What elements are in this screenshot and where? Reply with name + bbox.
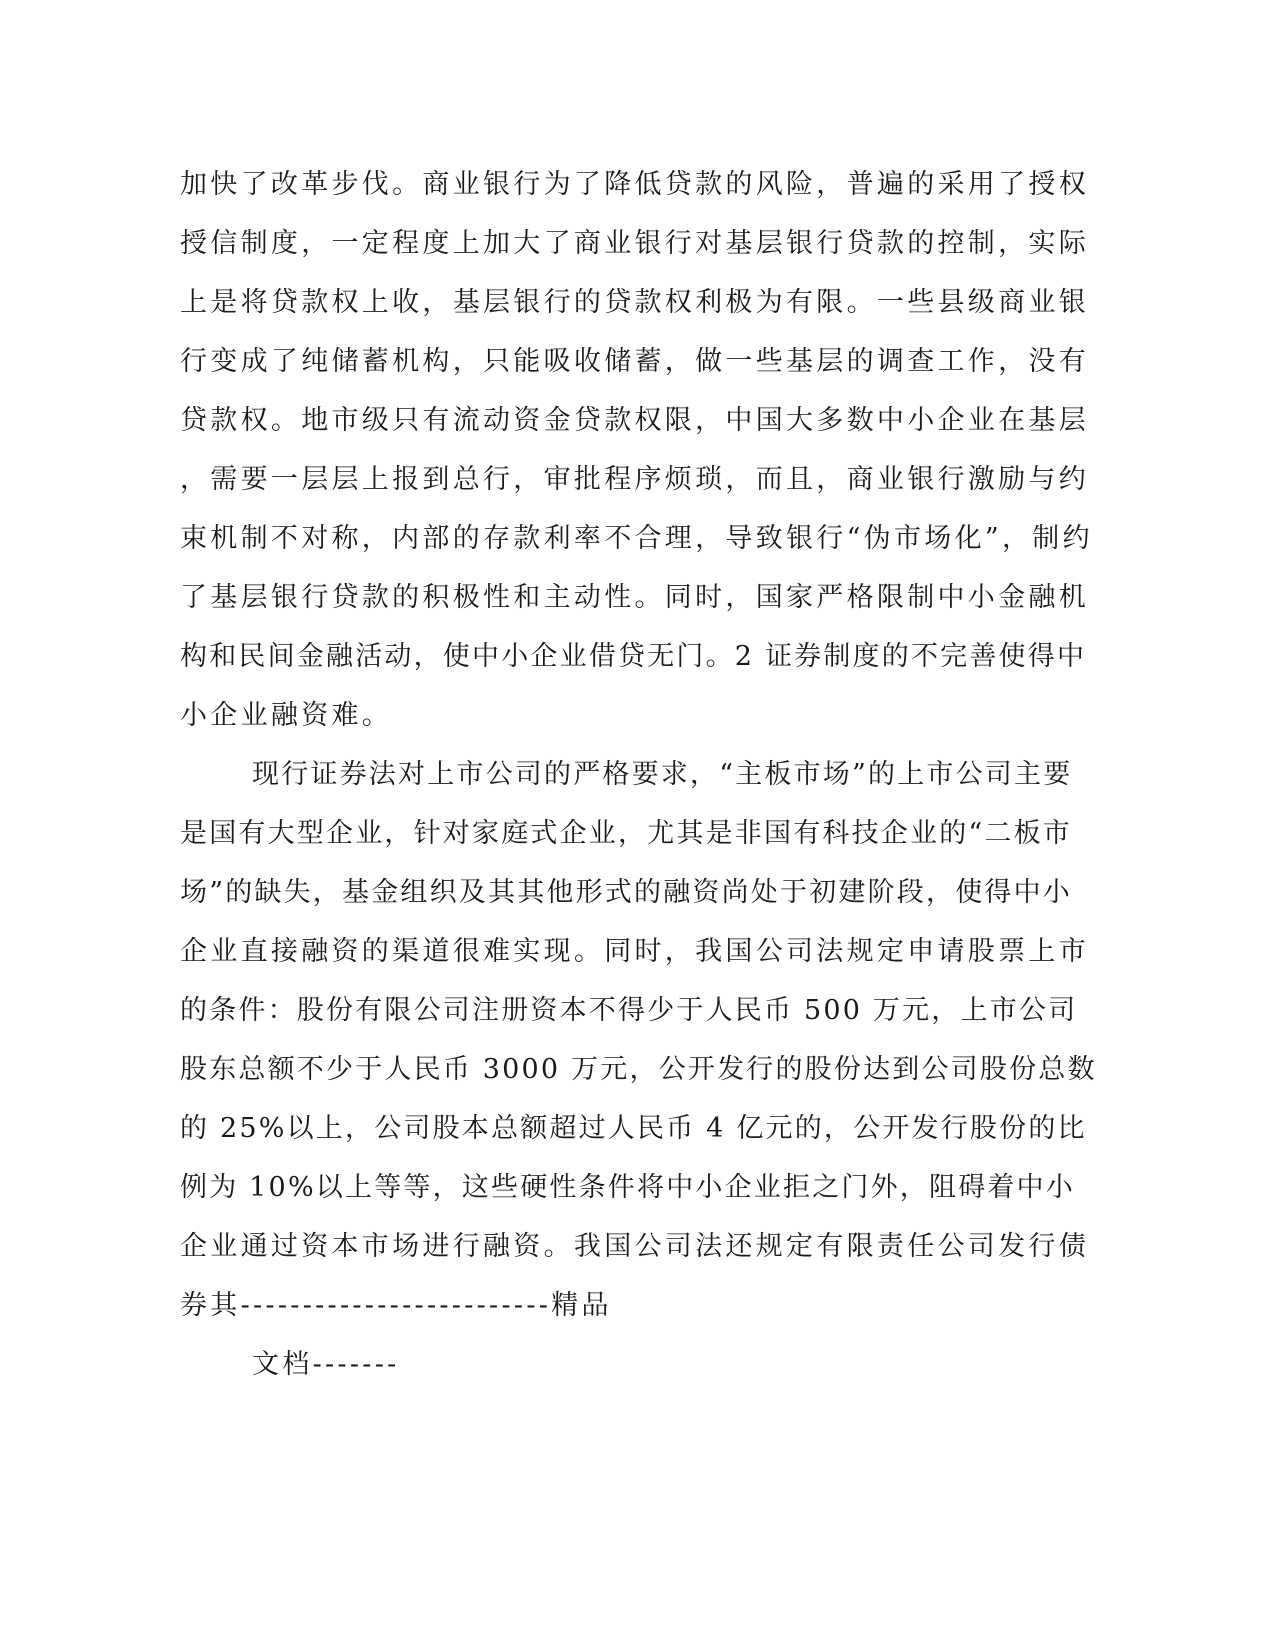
text-line: 例为 10%以上等等，这些硬性条件将中小企业拒之门外，阻碍着中小 <box>180 1172 1075 1203</box>
paragraph-start-line: 现行证券法对上市公司的严格要求，“主板市场”的上市公司主要 <box>252 759 1073 790</box>
body-text <box>180 155 1097 1394</box>
text-line: ，需要一层层上报到总行，审批程序烦琐，而且，商业银行激励与约 <box>180 464 1089 495</box>
text-line: 小企业融资难。 <box>180 700 393 731</box>
text-line: 贷款权。地市级只有流动资金贷款权限，中国大多数中小企业在基层 <box>180 405 1089 436</box>
text-line: 束机制不对称，内部的存款利率不合理，导致银行“伪市场化”，制约 <box>180 523 1093 554</box>
text-line: 是国有大型企业，针对家庭式企业，尤其是非国有科技企业的“二板市 <box>180 818 1073 849</box>
footer-line: 文档------- <box>252 1349 400 1380</box>
text-line: 加快了改革步伐。商业银行为了降低贷款的风险，普遍的采用了授权 <box>180 169 1089 200</box>
text-line: 构和民间金融活动，使中小企业借贷无门。2 证券制度的不完善使得中 <box>180 641 1087 672</box>
text-line: 的条件：股份有限公司注册资本不得少于人民币 500 万元，上市公司 <box>180 995 1078 1026</box>
text-line: 上是将贷款权上收，基层银行的贷款权利极为有限。一些县级商业银 <box>180 287 1089 318</box>
text-line: 的 25%以上，公司股本总额超过人民币 4 亿元的，公开发行股份的比 <box>180 1113 1087 1144</box>
text-line: 企业通过资本市场进行融资。我国公司法还规定有限责任公司发行债 <box>180 1231 1089 1262</box>
text-line: 授信制度，一定程度上加大了商业银行对基层银行贷款的控制，实际 <box>180 228 1089 259</box>
text-line: 行变成了纯储蓄机构，只能吸收储蓄，做一些基层的调查工作，没有 <box>180 346 1089 377</box>
text-line: 场”的缺失，基金组织及其其他形式的融资尚处于初建阶段，使得中小 <box>180 877 1073 908</box>
text-line: 了基层银行贷款的积极性和主动性。同时，国家严格限制中小金融机 <box>180 582 1089 613</box>
text-line: 股东总额不少于人民币 3000 万元，公开发行的股份达到公司股份总数 <box>180 1054 1097 1085</box>
text-line: 企业直接融资的渠道很难实现。同时，我国公司法规定申请股票上市 <box>180 936 1089 967</box>
footer-line: 券其-------------------------精品 <box>180 1290 612 1321</box>
